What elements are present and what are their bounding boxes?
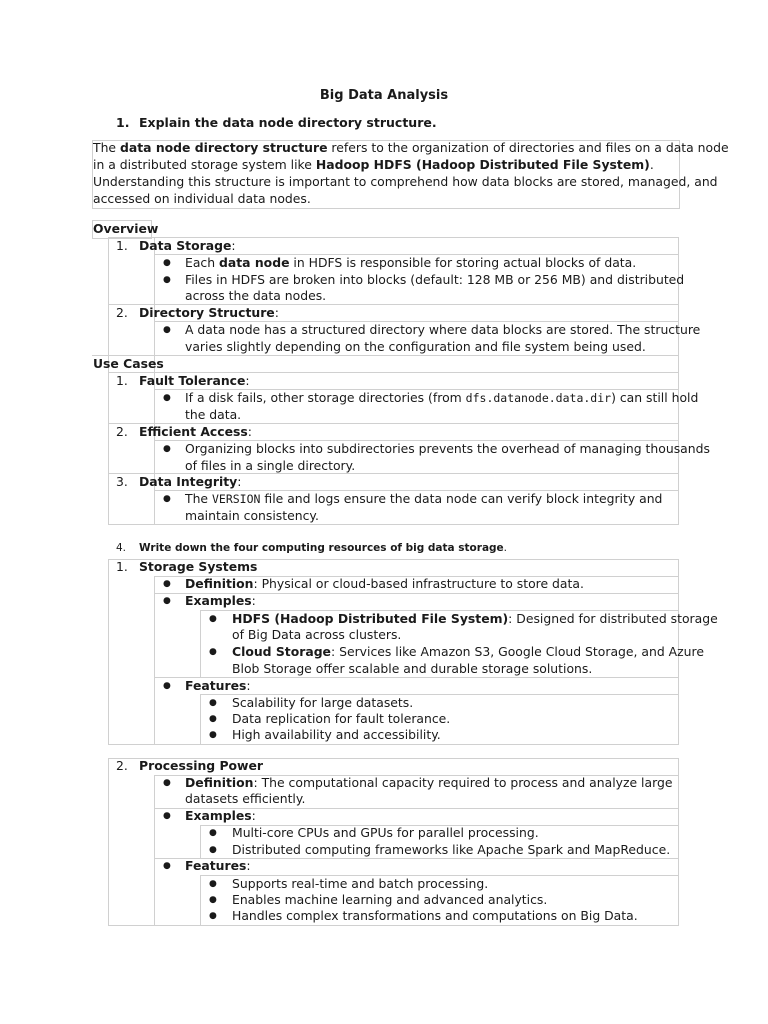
question-1-text: Explain the data node directory structure. xyxy=(139,115,437,130)
page-title: Big Data Analysis xyxy=(319,88,449,103)
bullet-icon: ● xyxy=(163,861,171,871)
item-processing-power: Processing Power xyxy=(139,758,264,773)
storage-example-cloud-cont: Blob Storage offer scalable and durable storage solutions. xyxy=(232,661,593,676)
data-integrity-bullet-1: The VERSION file and logs ensure the data node can verify block integrity and xyxy=(185,491,663,506)
use-cases-heading: Use Cases xyxy=(93,356,164,371)
item-number: 2. xyxy=(116,305,128,320)
processing-definition: Definition: The computational capacity required to process and analyze large xyxy=(185,775,673,790)
directory-bullet-1-cont: varies slightly depending on the configuration and file system being used. xyxy=(185,339,646,354)
storage-examples-label: Examples: xyxy=(185,593,256,608)
storage-definition: Definition: Physical or cloud-based infrastructure to store data. xyxy=(185,576,584,591)
item-number: 1. xyxy=(116,238,128,253)
bullet-icon: ● xyxy=(163,393,171,403)
item-data-storage: Data Storage: xyxy=(139,238,236,253)
fault-tolerance-bullet-1: If a disk fails, other storage directories (from dfs.datanode.data.dir) can still hold xyxy=(185,390,699,405)
storage-feature: Scalability for large datasets. xyxy=(232,695,414,710)
bullet-icon: ● xyxy=(163,258,171,268)
bullet-icon: ● xyxy=(209,828,217,838)
processing-examples-label: Examples: xyxy=(185,808,256,823)
question-1-number: 1. xyxy=(116,115,130,130)
bullet-icon: ● xyxy=(209,647,217,657)
item-number: 1. xyxy=(116,373,128,388)
bullet-icon: ● xyxy=(163,275,171,285)
bullet-icon: ● xyxy=(163,596,171,606)
intro-line-1: The data node directory structure refers to the organization of directories and files on a data node xyxy=(93,140,729,155)
intro-line-4: accessed on individual data nodes. xyxy=(93,191,311,206)
bullet-icon: ● xyxy=(163,579,171,589)
bullet-icon: ● xyxy=(209,879,217,889)
item-storage-systems: Storage Systems xyxy=(139,559,258,574)
intro-line-3: Understanding this structure is important to comprehend how data blocks are stored, managed, and xyxy=(93,174,718,189)
fault-tolerance-bullet-1-cont: the data. xyxy=(185,407,242,422)
storage-example-cloud: Cloud Storage: Services like Amazon S3, Google Cloud Storage, and Azure xyxy=(232,644,704,659)
storage-feature: High availability and accessibility. xyxy=(232,727,441,742)
bullet-icon: ● xyxy=(163,494,171,504)
bullet-icon: ● xyxy=(209,714,217,724)
storage-features-label: Features: xyxy=(185,678,251,693)
bullet-icon: ● xyxy=(163,325,171,335)
efficient-access-bullet-1-cont: of files in a single directory. xyxy=(185,458,356,473)
processing-feature: Supports real-time and batch processing. xyxy=(232,876,489,891)
bullet-icon: ● xyxy=(163,444,171,454)
storage-example-hdfs-cont: of Big Data across clusters. xyxy=(232,627,402,642)
directory-bullet-1: A data node has a structured directory where data blocks are stored. The structure xyxy=(185,322,701,337)
item-number: 2. xyxy=(116,758,128,773)
bullet-icon: ● xyxy=(209,730,217,740)
overview-heading: Overview xyxy=(93,221,159,236)
processing-example: Multi-core CPUs and GPUs for parallel processing. xyxy=(232,825,539,840)
bullet-icon: ● xyxy=(209,895,217,905)
bullet-icon: ● xyxy=(209,911,217,921)
item-number: 3. xyxy=(116,474,128,489)
data-storage-bullet-2: Files in HDFS are broken into blocks (default: 128 MB or 256 MB) and distributed xyxy=(185,272,685,287)
item-efficient-access: Efficient Access: xyxy=(139,424,252,439)
item-directory-structure: Directory Structure: xyxy=(139,305,279,320)
item-number: 2. xyxy=(116,424,128,439)
storage-example-hdfs: HDFS (Hadoop Distributed File System): Designed for distributed storage xyxy=(232,611,718,626)
processing-feature: Enables machine learning and advanced analytics. xyxy=(232,892,548,907)
intro-line-2: in a distributed storage system like Hadoop HDFS (Hadoop Distributed File System). xyxy=(93,157,654,172)
bullet-icon: ● xyxy=(209,698,217,708)
bullet-icon: ● xyxy=(163,778,171,788)
processing-features-label: Features: xyxy=(185,858,251,873)
processing-feature: Handles complex transformations and computations on Big Data. xyxy=(232,908,638,923)
item-data-integrity: Data Integrity: xyxy=(139,474,242,489)
question-4-number: 4. xyxy=(116,542,127,554)
bullet-icon: ● xyxy=(163,811,171,821)
item-number: 1. xyxy=(116,559,128,574)
bullet-icon: ● xyxy=(163,681,171,691)
item-fault-tolerance: Fault Tolerance: xyxy=(139,373,250,388)
bullet-icon: ● xyxy=(209,845,217,855)
bullet-icon: ● xyxy=(209,614,217,624)
efficient-access-bullet-1: Organizing blocks into subdirectories prevents the overhead of managing thousands xyxy=(185,441,710,456)
data-integrity-bullet-1-cont: maintain consistency. xyxy=(185,508,319,523)
data-storage-bullet-1: Each data node in HDFS is responsible for storing actual blocks of data. xyxy=(185,255,637,270)
processing-example: Distributed computing frameworks like Apache Spark and MapReduce. xyxy=(232,842,671,857)
processing-definition-cont: datasets efficiently. xyxy=(185,791,306,806)
question-4-text: Write down the four computing resources of big data storage. xyxy=(139,542,508,554)
storage-feature: Data replication for fault tolerance. xyxy=(232,711,451,726)
data-storage-bullet-2-cont: across the data nodes. xyxy=(185,288,327,303)
